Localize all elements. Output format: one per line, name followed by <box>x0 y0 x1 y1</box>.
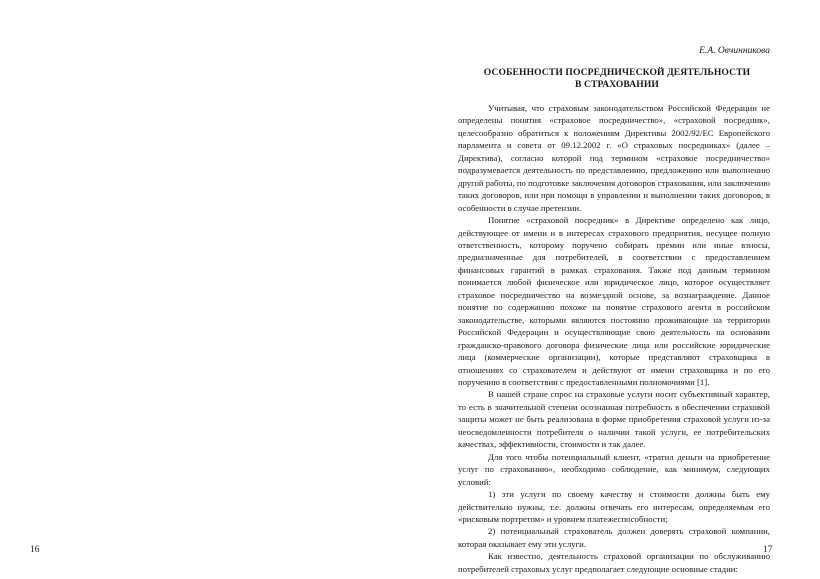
paragraph: Для того чтобы потенциальный клиент, «тратил деньги на приобретение услуг по страхованию», необходимо соблюдение, как минимум, следующих условий: <box>458 451 770 487</box>
running-header-author: Е.А. Овчинникова <box>699 46 770 56</box>
left-page-number: 16 <box>30 545 40 555</box>
paragraph: В нашей стране спрос на страховые услуги носит субъективный характер, то есть в значительной степени осознанная потребность в обеспечении страховой защиты может не быть реализована в форме приобретения страховой услуги из-за неосведомленности потребителя о наличии такой услуги, ее потребительских качествах, эффективности, стоимости и так далее. <box>458 389 770 450</box>
paragraph: 2) потенциальный страхователь должен доверять страховой компании, которая оказывает ему эти услуги. <box>458 526 770 549</box>
title-line: В СТРАХОВАНИИ <box>575 79 659 90</box>
right-page-number: 17 <box>763 545 773 555</box>
right-page <box>410 0 820 579</box>
paragraph: Понятие «страховой посредник» в Директиве определено как лицо, действующее от имени и в интересах страхового предприятия, несущее полную ответственность, которому поручено собирать премии или иные взносы, предназначенные для потребителей, в соответствии с предоставлением финансовых гарантий в рамках страхования. Также под данным термином понимается любой физическое или юридическое лицо, которое осуществляет страховое посредничество на возмездной основе, за вознаграждение. Данное понятие по содержанию похоже на понятие страхового агента в российском законодательстве, которыми являются постоянно проживающие на территории Российской Федерации и осуществляющие свою деятельность на основании гражданско-правового договора физические лица или российские юридические лица (коммерческие организации), которые представляют страховщика в отношениях со страхователем и действуют от имени страховщика и по его поручению в соответствии с предоставленными полномочиями [1]. <box>458 215 770 387</box>
paragraph: Как известно, деятельность страховой организации по обслуживанию потребителей страховых услуг предполагает следующие основные стадии: <box>458 551 770 574</box>
paragraph: 1) эти услуги по своему качеству и стоимости должны быть ему действительно нужны, т.е. должны отвечать его интересам, определяемым его «рисковым портретом» и уровнем платежеспособности; <box>458 489 770 524</box>
title-line: ОСОБЕННОСТИ ПОСРЕДНИЧЕСКОЙ ДЕЯТЕЛЬНОСТИ <box>483 67 751 78</box>
article-body <box>458 102 770 575</box>
article-title <box>462 67 772 91</box>
paragraph: Учитывая, что страховым законодательством Российской Федерации не определены понятия «страховое посредничество», «страховой посредник», целесообразно обратиться к положениям Директивы 2002/92/ЕС Европейского парламента и совета от 09.12.2002 г. «О страховых посредниках» (далее – Директива), согласно которой под термином «страховое посредничество» подразумевается деятельность по представлению, предложению или выполнению другой работы, по подготовке заключения договоров страхования, или заключению таких договоров, или при помощи в управлении и выполнении таких договоров, в особенности в случае претензии. <box>458 103 770 213</box>
